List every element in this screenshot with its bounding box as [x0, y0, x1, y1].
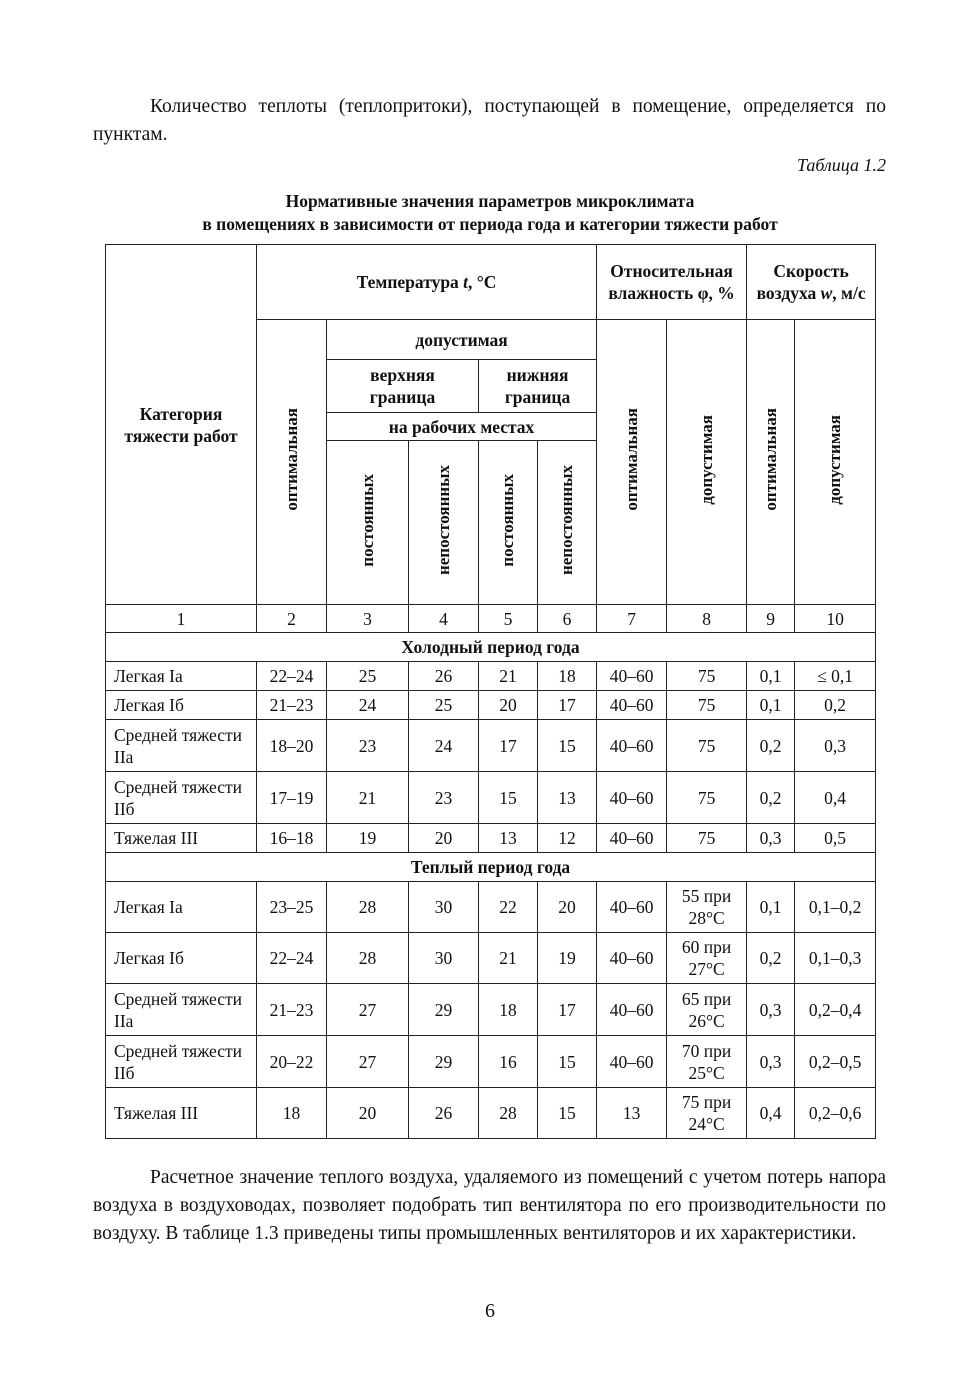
- value-cell: 22–24: [257, 933, 327, 984]
- category-cell: Легкая Iб: [106, 691, 257, 720]
- value-cell: 25: [327, 662, 409, 691]
- value-cell: 17: [479, 720, 538, 772]
- humidity-optimal-header: оптимальная: [597, 320, 667, 605]
- category-cell: Средней тяжести IIа: [106, 720, 257, 772]
- value-cell: 13: [597, 1088, 667, 1139]
- temp-allowed-header: допустимая: [327, 320, 597, 360]
- table-row: [106, 1088, 876, 1139]
- value-cell: 0,2: [747, 720, 795, 772]
- value-cell: 21: [327, 772, 409, 824]
- value-cell: 40–60: [597, 882, 667, 933]
- category-cell: Средней тяжести IIа: [106, 984, 257, 1036]
- value-cell: 0,3: [747, 824, 795, 853]
- warm-period-title-row: [106, 853, 876, 882]
- value-cell: 0,2–0,5: [795, 1036, 876, 1088]
- humidity-allowed-header: допустимая: [667, 320, 747, 605]
- table-caption: [105, 190, 875, 236]
- value-cell: 26: [409, 1088, 479, 1139]
- value-cell: 20: [538, 882, 597, 933]
- lower-nonpermanent-header: непостоянных: [538, 441, 597, 605]
- table-row: [106, 933, 876, 984]
- value-cell: 28: [479, 1088, 538, 1139]
- col-number: 5: [479, 605, 538, 633]
- col-number: 1: [106, 605, 257, 633]
- col-number: 10: [795, 605, 876, 633]
- value-cell: 16: [479, 1036, 538, 1088]
- value-cell: 23: [409, 772, 479, 824]
- value-cell: 75: [667, 662, 747, 691]
- value-cell: 18: [479, 984, 538, 1036]
- col-number: 7: [597, 605, 667, 633]
- value-cell: 21–23: [257, 984, 327, 1036]
- value-cell: 0,2–0,4: [795, 984, 876, 1036]
- value-cell: 16–18: [257, 824, 327, 853]
- table-row: [106, 824, 876, 853]
- col-number: 3: [327, 605, 409, 633]
- value-cell: 0,2–0,6: [795, 1088, 876, 1139]
- lower-permanent-header: постоянных: [479, 441, 538, 605]
- value-cell: 29: [409, 1036, 479, 1088]
- value-cell: 0,4: [795, 772, 876, 824]
- table-row: [106, 720, 876, 772]
- caption-line-1: Нормативные значения параметров микроклимата: [285, 191, 695, 211]
- value-cell: 0,3: [795, 720, 876, 772]
- value-cell: 75: [667, 691, 747, 720]
- value-cell: 12: [538, 824, 597, 853]
- value-cell: 40–60: [597, 691, 667, 720]
- workplaces-header: на рабочих местах: [327, 413, 597, 441]
- value-cell: 60 при 27°С: [667, 933, 747, 984]
- value-cell: 28: [327, 933, 409, 984]
- col-number: 4: [409, 605, 479, 633]
- value-cell: 17: [538, 691, 597, 720]
- table-row: [106, 772, 876, 824]
- table-label: Таблица 1.2: [796, 155, 886, 175]
- value-cell: 28: [327, 882, 409, 933]
- value-cell: 40–60: [597, 662, 667, 691]
- value-cell: 0,2: [795, 691, 876, 720]
- value-cell: 15: [479, 772, 538, 824]
- value-cell: 27: [327, 1036, 409, 1088]
- humidity-header: Относительная влажность φ, %: [597, 245, 747, 320]
- category-cell: Легкая Iа: [106, 662, 257, 691]
- temp-optimal-header: оптимальная: [257, 320, 327, 605]
- closing-paragraph: Расчетное значение теплого воздуха, удаляемого из помещений с учетом потерь напора воздуха в воздуховодах, позволяет подобрать тип вентилятора по его производительности по воздуху. В таблице 1.3 приведены типы промышленных вентиляторов и их характеристики.: [93, 1167, 886, 1244]
- table-row: [106, 1036, 876, 1088]
- category-cell: Легкая Iб: [106, 933, 257, 984]
- value-cell: 19: [327, 824, 409, 853]
- category-cell: Средней тяжести IIб: [106, 1036, 257, 1088]
- table-row: [106, 691, 876, 720]
- value-cell: 24: [409, 720, 479, 772]
- period-title: Теплый период года: [106, 853, 876, 882]
- value-cell: 65 при 26°С: [667, 984, 747, 1036]
- value-cell: 19: [538, 933, 597, 984]
- category-cell: Тяжелая III: [106, 824, 257, 853]
- value-cell: 0,1: [747, 662, 795, 691]
- value-cell: 30: [409, 882, 479, 933]
- page-number: 6: [485, 1300, 495, 1322]
- value-cell: 30: [409, 933, 479, 984]
- lower-bound-header: нижняя граница: [479, 360, 597, 413]
- category-header: Категория тяжести работ: [106, 245, 257, 605]
- value-cell: 0,2: [747, 933, 795, 984]
- col-number: 6: [538, 605, 597, 633]
- column-numbers-row: [106, 605, 876, 633]
- table-row: [106, 882, 876, 933]
- value-cell: 75: [667, 720, 747, 772]
- value-cell: 70 при 25°С: [667, 1036, 747, 1088]
- period-title: Холодный период года: [106, 633, 876, 662]
- value-cell: 15: [538, 1036, 597, 1088]
- value-cell: 17: [538, 984, 597, 1036]
- value-cell: 40–60: [597, 772, 667, 824]
- table-row: [106, 662, 876, 691]
- value-cell: 75: [667, 824, 747, 853]
- air-speed-header: Скорость воздуха w, м/с: [747, 245, 876, 320]
- value-cell: 20: [327, 1088, 409, 1139]
- value-cell: 40–60: [597, 1036, 667, 1088]
- value-cell: ≤ 0,1: [795, 662, 876, 691]
- value-cell: 22: [479, 882, 538, 933]
- value-cell: 40–60: [597, 824, 667, 853]
- value-cell: 0,1: [747, 691, 795, 720]
- value-cell: 20: [479, 691, 538, 720]
- value-cell: 0,1–0,3: [795, 933, 876, 984]
- value-cell: 25: [409, 691, 479, 720]
- cold-period-title-row: [106, 633, 876, 662]
- value-cell: 13: [479, 824, 538, 853]
- value-cell: 55 при 28°С: [667, 882, 747, 933]
- value-cell: 29: [409, 984, 479, 1036]
- value-cell: 20–22: [257, 1036, 327, 1088]
- value-cell: 0,4: [747, 1088, 795, 1139]
- value-cell: 75: [667, 772, 747, 824]
- value-cell: 24: [327, 691, 409, 720]
- value-cell: 23: [327, 720, 409, 772]
- microclimate-table: [105, 244, 876, 1139]
- value-cell: 17–19: [257, 772, 327, 824]
- temperature-header: Температура t, °С: [257, 245, 597, 320]
- value-cell: 40–60: [597, 933, 667, 984]
- col-number: 8: [667, 605, 747, 633]
- category-cell: Легкая Iа: [106, 882, 257, 933]
- value-cell: 0,3: [747, 984, 795, 1036]
- value-cell: 0,1: [747, 882, 795, 933]
- table-row: [106, 984, 876, 1036]
- speed-allowed-header: допустимая: [795, 320, 876, 605]
- value-cell: 21: [479, 662, 538, 691]
- value-cell: 40–60: [597, 720, 667, 772]
- col-number: 9: [747, 605, 795, 633]
- intro-paragraph: Количество теплоты (теплопритоки), поступающей в помещение, определяется по пунктам.: [93, 96, 886, 145]
- value-cell: 75 при 24°С: [667, 1088, 747, 1139]
- value-cell: 18: [257, 1088, 327, 1139]
- value-cell: 26: [409, 662, 479, 691]
- value-cell: 23–25: [257, 882, 327, 933]
- value-cell: 13: [538, 772, 597, 824]
- value-cell: 15: [538, 720, 597, 772]
- upper-bound-header: верхняя граница: [327, 360, 479, 413]
- col-number: 2: [257, 605, 327, 633]
- value-cell: 22–24: [257, 662, 327, 691]
- value-cell: 20: [409, 824, 479, 853]
- value-cell: 18–20: [257, 720, 327, 772]
- value-cell: 40–60: [597, 984, 667, 1036]
- value-cell: 0,3: [747, 1036, 795, 1088]
- value-cell: 15: [538, 1088, 597, 1139]
- value-cell: 0,2: [747, 772, 795, 824]
- value-cell: 0,1–0,2: [795, 882, 876, 933]
- value-cell: 27: [327, 984, 409, 1036]
- upper-nonpermanent-header: непостоянных: [409, 441, 479, 605]
- category-cell: Тяжелая III: [106, 1088, 257, 1139]
- caption-line-2: в помещениях в зависимости от периода года и категории тяжести работ: [202, 214, 778, 234]
- speed-optimal-header: оптимальная: [747, 320, 795, 605]
- value-cell: 21: [479, 933, 538, 984]
- value-cell: 0,5: [795, 824, 876, 853]
- upper-permanent-header: постоянных: [327, 441, 409, 605]
- category-cell: Средней тяжести IIб: [106, 772, 257, 824]
- value-cell: 21–23: [257, 691, 327, 720]
- value-cell: 18: [538, 662, 597, 691]
